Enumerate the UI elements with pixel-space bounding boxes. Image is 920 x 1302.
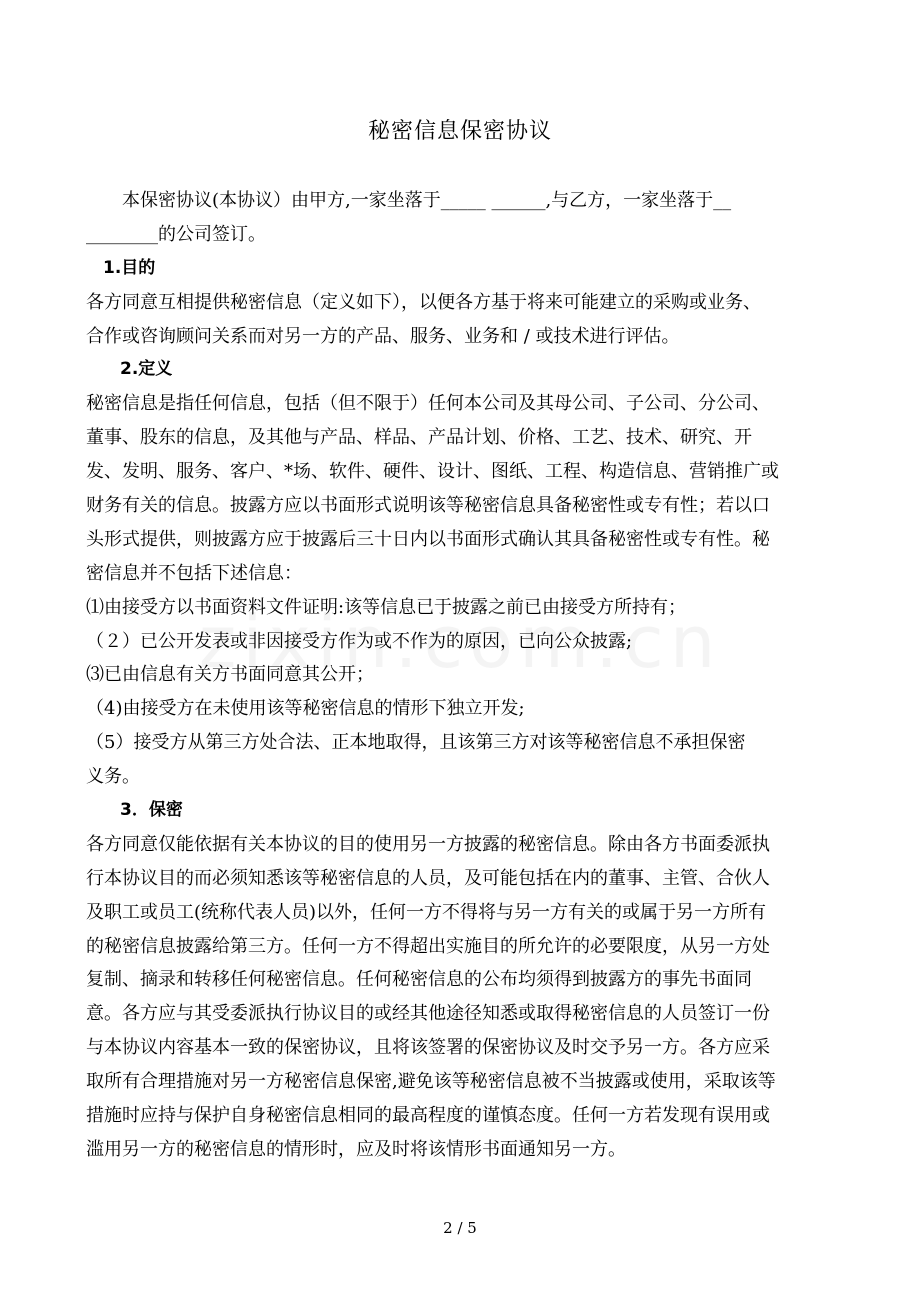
paragraph-line: 的秘密信息披露给第三方。任何一方不得超出实施目的所允许的必要限度，从另一方处 [86,935,770,957]
paragraph-line: 措施时应持与保护自身秘密信息相同的最高程度的谨慎态度。任何一方若发现有误用或 [86,1105,770,1127]
list-item: ⑴由接受方以书面资料文件证明:该等信息已于披露之前已由接受方所持有； [86,596,687,618]
paragraph-line: 密信息并不包括下述信息： [86,562,302,584]
paragraph-line: 各方同意互相提供秘密信息（定义如下），以便各方基于将来可能建立的采购或业务、 [86,291,761,313]
page-number: 2 / 5 [443,1219,477,1237]
paragraph-line: 董事、股东的信息，及其他与产品、样品、产品计划、价格、工艺、技术、研究、开 [86,427,752,449]
paragraph-line: 头形式提供，则披露方应于披露后三十日内以书面形式确认其具备秘密性或专有性。秘 [86,528,770,550]
paragraph-line: 意。各方应与其受委派执行协议目的或经其他途径知悉或取得秘密信息的人员签订一份 [86,1003,770,1025]
paragraph-line: ________的公司签订。 [86,223,266,245]
list-item: （4)由接受方在未使用该等秘密信息的情形下独立开发; [86,698,525,720]
list-item: ⑶已由信息有关方书面同意其公开； [86,664,374,686]
paragraph-line: 与本协议内容基本一致的保密协议，且将该签署的保密协议及时交予另一方。各方应采 [86,1037,770,1059]
paragraph-line: 义务。 [86,766,140,788]
section-heading-confidentiality: 3．保密 [86,800,183,821]
paragraph-line: 行本协议目的而必须知悉该等秘密信息的人员，及可能包括在内的董事、主管、合伙人 [86,867,770,889]
paragraph-line: 财务有关的信息。披露方应以书面形式说明该等秘密信息具备秘密性或专有性；若以口 [86,495,770,517]
paragraph-line: 滥用另一方的秘密信息的情形时，应及时将该情形书面通知另一方。 [86,1138,626,1160]
paragraph-line: 秘密信息是指任何信息，包括（但不限于）任何本公司及其母公司、子公司、分公司、 [86,393,770,415]
document-body [86,184,834,1167]
paragraph-line: 合作或咨询顾问关系而对另一方的产品、服务、业务和 / 或技术进行评估。 [86,325,680,347]
section-heading-purpose: 1.目的 [86,257,156,278]
list-item: （5）接受方从第三方处合法、正本地取得，且该第三方对该等秘密信息不承担保密 [86,732,746,754]
document-title: 秘密信息保密协议 [367,119,552,144]
paragraph-line: 取所有合理措施对另一方秘密信息保密,避免该等秘密信息被不当披露或使用，采取该等 [86,1071,776,1093]
paragraph-line: 发、发明、服务、客户、*场、软件、硬件、设计、图纸、工程、构造信息、营销推广或 [86,461,779,483]
section-heading-definition: 2.定义 [86,359,173,380]
paragraph-line: 本保密协议(本协议）由甲方,一家坐落于_____ ______,与乙方，一家坐落于__ [86,190,732,211]
paragraph-line: 及职工或员工(统称代表人员)以外，任何一方不得将与另一方有关的或属于另一方所有 [86,901,767,923]
list-item: （２）已公开发表或非因接受方作为或不作为的原因，已向公众披露; [86,630,633,652]
paragraph-line: 复制、摘录和转移任何秘密信息。任何秘密信息的公布均须得到披露方的事先书面同 [86,969,752,991]
paragraph-line: 各方同意仅能依据有关本协议的目的使用另一方披露的秘密信息。除由各方书面委派执 [86,833,770,855]
